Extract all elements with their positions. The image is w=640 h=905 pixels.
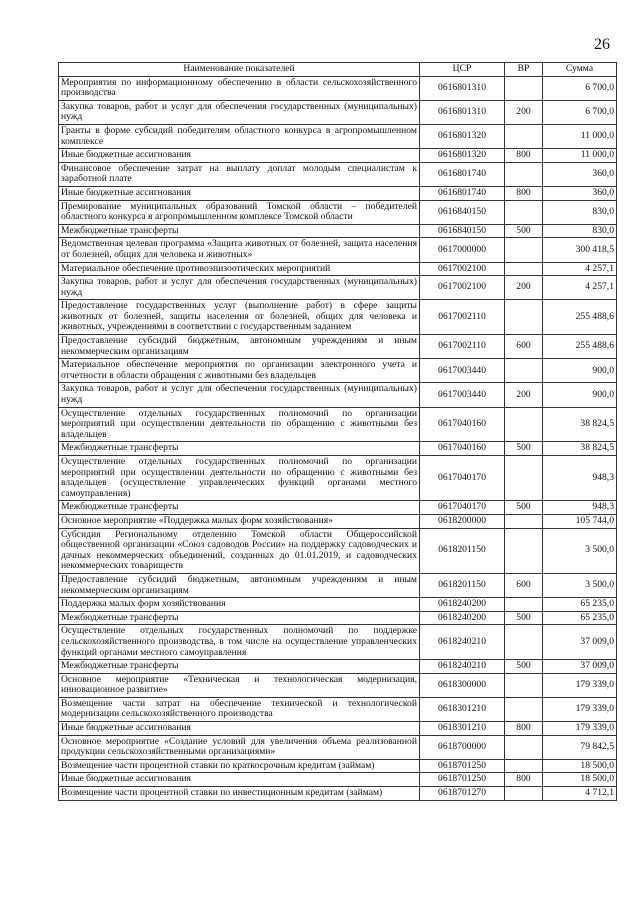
row-vr: 800 [505, 773, 543, 787]
table-row [59, 611, 617, 625]
row-csr: 0616840150 [420, 224, 505, 238]
row-name: Основное мероприятие «Техническая и технологическая модернизация, инновационное развитие» [59, 673, 420, 697]
row-sum: 900,0 [543, 383, 617, 407]
row-name: Финансовое обеспечение затрат на выплату доплат молодым специалистам к заработной плате [59, 162, 420, 186]
row-csr: 0618201150 [420, 573, 505, 597]
row-name: Осуществление отдельных государственных полномочий по организации мероприятий при осуществлении деятельности по обращению с животными без владельцев (осуществление управленческих функций органами местного самоуправления) [59, 456, 420, 501]
row-sum: 11 000,0 [543, 124, 617, 148]
row-sum: 360,0 [543, 162, 617, 186]
row-vr [505, 162, 543, 186]
row-sum: 3 500,0 [543, 573, 617, 597]
row-csr: 0618201150 [420, 528, 505, 573]
row-vr [505, 124, 543, 148]
row-sum: 948,3 [543, 456, 617, 501]
table-row [59, 759, 617, 773]
row-csr: 0618700000 [420, 735, 505, 759]
row-vr: 800 [505, 186, 543, 200]
table-row [59, 456, 617, 501]
row-name: Осуществление отдельных государственных полномочий по организации мероприятий при осуществлении деятельности по обращению с животными без владельцев [59, 407, 420, 442]
row-csr: 0618200000 [420, 514, 505, 528]
row-vr: 500 [505, 660, 543, 674]
row-csr: 0616801320 [420, 124, 505, 148]
header-vr: ВР [505, 63, 543, 77]
row-sum: 37 009,0 [543, 660, 617, 674]
table-row [59, 773, 617, 787]
table-row [59, 262, 617, 276]
row-sum: 179 339,0 [543, 722, 617, 736]
row-vr [505, 735, 543, 759]
row-vr [505, 598, 543, 612]
row-name: Основное мероприятие «Поддержка малых форм хозяйствования» [59, 514, 420, 528]
row-name: Межбюджетные трансферты [59, 611, 420, 625]
row-sum: 65 235,0 [543, 598, 617, 612]
row-csr: 0616801310 [420, 76, 505, 100]
row-csr: 0616801740 [420, 162, 505, 186]
page-number: 26 [594, 36, 610, 53]
table-row [59, 76, 617, 100]
table-row [59, 162, 617, 186]
row-csr: 0618240210 [420, 660, 505, 674]
table-row [59, 514, 617, 528]
row-name: Иные бюджетные ассигнования [59, 149, 420, 163]
table-row [59, 276, 617, 300]
table-row [59, 359, 617, 383]
row-sum: 37 009,0 [543, 625, 617, 660]
row-name: Закупка товаров, работ и услуг для обеспечения государственных (муниципальных) нужд [59, 100, 420, 124]
row-sum: 105 744,0 [543, 514, 617, 528]
header-sum: Сумма [543, 63, 617, 77]
row-sum: 830,0 [543, 200, 617, 224]
row-csr: 0617040170 [420, 456, 505, 501]
row-name: Основное мероприятие «Создание условий для увеличения объема реализованной продукции сельскохозяйственными организациями» [59, 735, 420, 759]
row-csr: 0617040160 [420, 442, 505, 456]
table-row [59, 735, 617, 759]
row-sum: 360,0 [543, 186, 617, 200]
budget-table [58, 62, 617, 801]
table-row [59, 238, 617, 262]
row-vr [505, 407, 543, 442]
row-csr: 0618701250 [420, 759, 505, 773]
row-name: Иные бюджетные ассигнования [59, 773, 420, 787]
table-row [59, 149, 617, 163]
row-csr: 0616801740 [420, 186, 505, 200]
row-sum: 4 257,1 [543, 276, 617, 300]
row-sum: 255 488,6 [543, 335, 617, 359]
row-vr [505, 238, 543, 262]
table-row [59, 573, 617, 597]
row-vr [505, 76, 543, 100]
row-csr: 0618701270 [420, 787, 505, 801]
row-name: Межбюджетные трансферты [59, 224, 420, 238]
row-sum: 38 824,5 [543, 442, 617, 456]
table-header-row [59, 63, 617, 77]
table-row [59, 124, 617, 148]
row-vr: 500 [505, 442, 543, 456]
row-name: Субсидия Региональному отделению Томской области Общероссийской общественной организации «Союз садоводов России» на поддержку садоводческих и дачных некоммерческих объединений, созданных до 01.01.2019, и садоводческих некоммерческих товариществ [59, 528, 420, 573]
row-sum: 948,3 [543, 501, 617, 515]
table-row [59, 697, 617, 721]
row-csr: 0617040170 [420, 501, 505, 515]
row-sum: 11 000,0 [543, 149, 617, 163]
row-name: Возмещение части процентной ставки по краткосрочным кредитам (займам) [59, 759, 420, 773]
row-sum: 179 339,0 [543, 697, 617, 721]
row-csr: 0617040160 [420, 407, 505, 442]
row-csr: 0618301210 [420, 722, 505, 736]
table-row [59, 598, 617, 612]
row-csr: 0616801310 [420, 100, 505, 124]
row-sum: 79 842,5 [543, 735, 617, 759]
row-sum: 900,0 [543, 359, 617, 383]
row-sum: 255 488,6 [543, 300, 617, 335]
header-name: Наименование показателей [59, 63, 420, 77]
row-name: Осуществление отдельных государственных полномочий по поддержке сельскохозяйственного производства, в том числе на осуществление управленческих функций органами местного самоуправления [59, 625, 420, 660]
row-sum: 830,0 [543, 224, 617, 238]
table-row [59, 300, 617, 335]
row-name: Межбюджетные трансферты [59, 501, 420, 515]
row-name: Премирование муниципальных образований Томской области – победителей областного конкурса в агропромышленном комплексе Томской области [59, 200, 420, 224]
row-csr: 0617002100 [420, 262, 505, 276]
row-sum: 38 824,5 [543, 407, 617, 442]
row-name: Закупка товаров, работ и услуг для обеспечения государственных (муниципальных) нужд [59, 383, 420, 407]
table-row [59, 442, 617, 456]
row-csr: 0617000000 [420, 238, 505, 262]
row-csr: 0616840150 [420, 200, 505, 224]
row-vr: 200 [505, 100, 543, 124]
row-vr [505, 456, 543, 501]
table-row [59, 660, 617, 674]
row-csr: 0618240200 [420, 611, 505, 625]
row-vr: 500 [505, 501, 543, 515]
row-vr [505, 262, 543, 276]
row-csr: 0617002110 [420, 335, 505, 359]
row-csr: 0616801320 [420, 149, 505, 163]
row-vr: 600 [505, 573, 543, 597]
row-vr: 200 [505, 383, 543, 407]
row-sum: 6 700,0 [543, 100, 617, 124]
row-sum: 300 418,5 [543, 238, 617, 262]
row-name: Ведомственная целевая программа «Защита животных от болезней, защита населения от болезней, общих для человека и животных» [59, 238, 420, 262]
row-name: Закупка товаров, работ и услуг для обеспечения государственных (муниципальных) нужд [59, 276, 420, 300]
row-sum: 4 257,1 [543, 262, 617, 276]
row-vr [505, 300, 543, 335]
row-vr [505, 625, 543, 660]
table-row [59, 335, 617, 359]
row-csr: 0617002100 [420, 276, 505, 300]
row-vr [505, 759, 543, 773]
table-row [59, 383, 617, 407]
row-sum: 4 712,1 [543, 787, 617, 801]
table-body [59, 76, 617, 800]
row-vr [505, 528, 543, 573]
table-row [59, 100, 617, 124]
header-csr: ЦСР [420, 63, 505, 77]
row-vr [505, 200, 543, 224]
row-csr: 0617002110 [420, 300, 505, 335]
row-vr: 800 [505, 149, 543, 163]
table-row [59, 722, 617, 736]
row-vr: 500 [505, 224, 543, 238]
row-name: Предоставление субсидий бюджетным, автономным учреждениям и иным некоммерческим организациям [59, 335, 420, 359]
row-name: Поддержка малых форм хозяйствования [59, 598, 420, 612]
table-row [59, 673, 617, 697]
row-csr: 0618240210 [420, 625, 505, 660]
row-vr: 500 [505, 611, 543, 625]
row-sum: 6 700,0 [543, 76, 617, 100]
table-row [59, 787, 617, 801]
row-sum: 18 500,0 [543, 759, 617, 773]
row-sum: 65 235,0 [543, 611, 617, 625]
row-csr: 0618701250 [420, 773, 505, 787]
row-name: Материальное обеспечение мероприятия по организации электронного учета и отчетности в области обращения с животными без владельцев [59, 359, 420, 383]
table-row [59, 224, 617, 238]
row-vr: 600 [505, 335, 543, 359]
row-name: Межбюджетные трансферты [59, 660, 420, 674]
row-name: Межбюджетные трансферты [59, 442, 420, 456]
row-name: Возмещение части затрат на обеспечение технической и технологической модернизации сельскохозяйственного производства [59, 697, 420, 721]
row-csr: 0618300000 [420, 673, 505, 697]
row-vr [505, 514, 543, 528]
row-name: Мероприятия по информационному обеспечению в области сельскохозяйственного производства [59, 76, 420, 100]
row-vr: 200 [505, 276, 543, 300]
row-name: Материальное обеспечение противоэпизоотических мероприятий [59, 262, 420, 276]
row-name: Гранты в форме субсидий победителям областного конкурса в агропромышленном комплексе [59, 124, 420, 148]
row-sum: 3 500,0 [543, 528, 617, 573]
row-vr: 800 [505, 722, 543, 736]
row-sum: 18 500,0 [543, 773, 617, 787]
table-row [59, 186, 617, 200]
row-name: Предоставление субсидий бюджетным, автономным учреждениям и иным некоммерческим организациям [59, 573, 420, 597]
row-csr: 0617003440 [420, 383, 505, 407]
table-row [59, 625, 617, 660]
table-row [59, 501, 617, 515]
row-vr [505, 673, 543, 697]
table-row [59, 528, 617, 573]
row-name: Предоставление государственных услуг (выполнение работ) в сфере защиты животных от болезней, защиты населения от болезней, общих для человека и животных, учреждениями в соответствии с государственным заданием [59, 300, 420, 335]
row-csr: 0618301210 [420, 697, 505, 721]
row-name: Иные бюджетные ассигнования [59, 722, 420, 736]
table-row [59, 407, 617, 442]
row-vr [505, 787, 543, 801]
row-sum: 179 339,0 [543, 673, 617, 697]
row-name: Иные бюджетные ассигнования [59, 186, 420, 200]
table-row [59, 200, 617, 224]
row-csr: 0618240200 [420, 598, 505, 612]
row-name: Возмещение части процентной ставки по инвестиционным кредитам (займам) [59, 787, 420, 801]
row-vr [505, 697, 543, 721]
row-vr [505, 359, 543, 383]
row-csr: 0617003440 [420, 359, 505, 383]
